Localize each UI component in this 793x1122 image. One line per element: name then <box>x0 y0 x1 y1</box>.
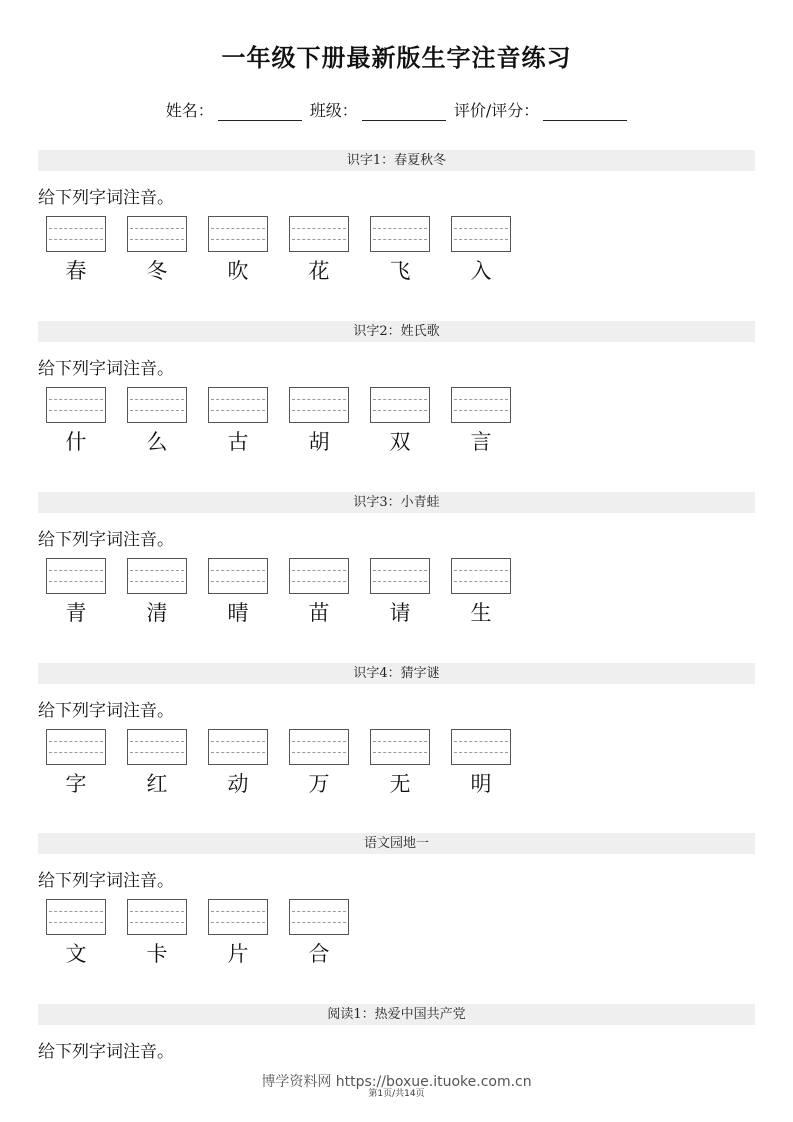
section-heading: 语文园地一 <box>38 833 755 854</box>
name-field <box>166 98 302 121</box>
section-heading: 识字3：小青蛙 <box>38 492 755 513</box>
character-cell <box>288 216 350 284</box>
pinyin-box[interactable] <box>127 558 187 594</box>
section-instruction: 给下列字词注音。 <box>38 701 174 721</box>
hanzi: 春 <box>65 259 87 283</box>
pinyin-box[interactable] <box>127 899 187 935</box>
section-shizi-2 <box>38 321 755 455</box>
hanzi: 花 <box>308 259 330 283</box>
character-cell <box>45 387 107 455</box>
hanzi: 言 <box>470 430 492 454</box>
hanzi: 卡 <box>146 942 168 966</box>
pinyin-box[interactable] <box>208 729 268 765</box>
class-label: 班级： <box>309 101 358 120</box>
pinyin-box[interactable] <box>127 216 187 252</box>
character-row <box>38 558 755 626</box>
hanzi: 青 <box>65 601 87 625</box>
score-label: 评价/评分： <box>453 101 540 120</box>
hanzi: 万 <box>308 772 330 796</box>
hanzi: 请 <box>389 601 411 625</box>
pinyin-box[interactable] <box>370 558 430 594</box>
hanzi: 苗 <box>308 601 330 625</box>
pinyin-box[interactable] <box>451 558 511 594</box>
hanzi: 冬 <box>146 259 168 283</box>
pinyin-box[interactable] <box>46 899 106 935</box>
hanzi: 明 <box>470 772 492 796</box>
section-instruction: 给下列字词注音。 <box>38 359 174 379</box>
character-cell <box>450 387 512 455</box>
section-heading: 识字4：猜字谜 <box>38 663 755 684</box>
name-label: 姓名： <box>165 101 214 120</box>
character-cell <box>450 216 512 284</box>
pinyin-box[interactable] <box>208 558 268 594</box>
character-row <box>38 387 755 455</box>
section-heading: 识字1：春夏秋冬 <box>38 150 755 171</box>
class-blank[interactable] <box>362 104 446 121</box>
watermark-footer: 博学资料网 https://boxue.ituoke.com.cn <box>261 1074 532 1090</box>
character-cell <box>369 216 431 284</box>
hanzi: 无 <box>389 772 411 796</box>
pinyin-box[interactable] <box>46 387 106 423</box>
score-field <box>454 98 627 121</box>
pinyin-box[interactable] <box>451 729 511 765</box>
pinyin-box[interactable] <box>46 216 106 252</box>
section-instruction: 给下列字词注音。 <box>38 871 174 891</box>
hanzi: 飞 <box>389 259 411 283</box>
pinyin-box[interactable] <box>451 216 511 252</box>
character-cell <box>450 729 512 797</box>
pinyin-box[interactable] <box>370 216 430 252</box>
hanzi: 合 <box>308 942 330 966</box>
pinyin-box[interactable] <box>370 729 430 765</box>
section-shizi-3 <box>38 492 755 626</box>
character-cell <box>207 558 269 626</box>
pinyin-box[interactable] <box>451 387 511 423</box>
hanzi: 晴 <box>227 601 249 625</box>
character-row <box>38 216 755 284</box>
section-heading: 阅读1：热爱中国共产党 <box>38 1004 755 1025</box>
character-cell <box>126 387 188 455</box>
pinyin-box[interactable] <box>289 899 349 935</box>
pinyin-box[interactable] <box>289 216 349 252</box>
character-cell <box>450 558 512 626</box>
hanzi: 清 <box>146 601 168 625</box>
hanzi: 生 <box>470 601 492 625</box>
character-cell <box>207 387 269 455</box>
hanzi: 吹 <box>227 259 249 283</box>
hanzi: 双 <box>389 430 411 454</box>
section-instruction: 给下列字词注音。 <box>38 1042 174 1062</box>
pinyin-box[interactable] <box>46 729 106 765</box>
section-yuedu-1 <box>38 1004 755 1063</box>
hanzi: 胡 <box>308 430 330 454</box>
hanzi: 么 <box>146 430 168 454</box>
character-cell <box>369 387 431 455</box>
hanzi: 字 <box>65 772 87 796</box>
pinyin-box[interactable] <box>208 387 268 423</box>
character-cell <box>45 729 107 797</box>
section-instruction: 给下列字词注音。 <box>38 530 174 550</box>
pinyin-box[interactable] <box>289 558 349 594</box>
character-cell <box>207 899 269 967</box>
character-cell <box>126 216 188 284</box>
section-yuwen-yuandi-1 <box>38 833 755 967</box>
hanzi: 古 <box>227 430 249 454</box>
character-cell <box>126 558 188 626</box>
character-row <box>38 899 755 967</box>
hanzi: 文 <box>65 942 87 966</box>
page-number: 第1页/共14页 <box>368 1089 425 1099</box>
pinyin-box[interactable] <box>208 899 268 935</box>
hanzi: 红 <box>146 772 168 796</box>
pinyin-box[interactable] <box>289 387 349 423</box>
character-cell <box>288 558 350 626</box>
character-cell <box>288 899 350 967</box>
character-cell <box>288 729 350 797</box>
hanzi: 入 <box>470 259 492 283</box>
section-shizi-4 <box>38 663 755 797</box>
pinyin-box[interactable] <box>127 729 187 765</box>
pinyin-box[interactable] <box>127 387 187 423</box>
name-blank[interactable] <box>218 104 302 121</box>
pinyin-box[interactable] <box>208 216 268 252</box>
hanzi: 什 <box>65 430 87 454</box>
character-cell <box>207 216 269 284</box>
character-cell <box>126 899 188 967</box>
character-cell <box>369 558 431 626</box>
hanzi: 片 <box>227 942 249 966</box>
section-heading: 识字2：姓氏歌 <box>38 321 755 342</box>
hanzi: 动 <box>227 772 249 796</box>
character-cell <box>207 729 269 797</box>
class-field <box>310 98 446 121</box>
character-cell <box>126 729 188 797</box>
character-cell <box>288 387 350 455</box>
character-row <box>38 729 755 797</box>
student-info-row <box>0 98 793 121</box>
character-cell <box>45 216 107 284</box>
pinyin-box[interactable] <box>46 558 106 594</box>
character-cell <box>45 899 107 967</box>
page-title: 一年级下册最新版生字注音练习 <box>221 44 572 72</box>
score-blank[interactable] <box>543 104 627 121</box>
pinyin-box[interactable] <box>289 729 349 765</box>
section-instruction: 给下列字词注音。 <box>38 188 174 208</box>
pinyin-box[interactable] <box>370 387 430 423</box>
character-cell <box>369 729 431 797</box>
section-shizi-1 <box>38 150 755 284</box>
character-cell <box>45 558 107 626</box>
